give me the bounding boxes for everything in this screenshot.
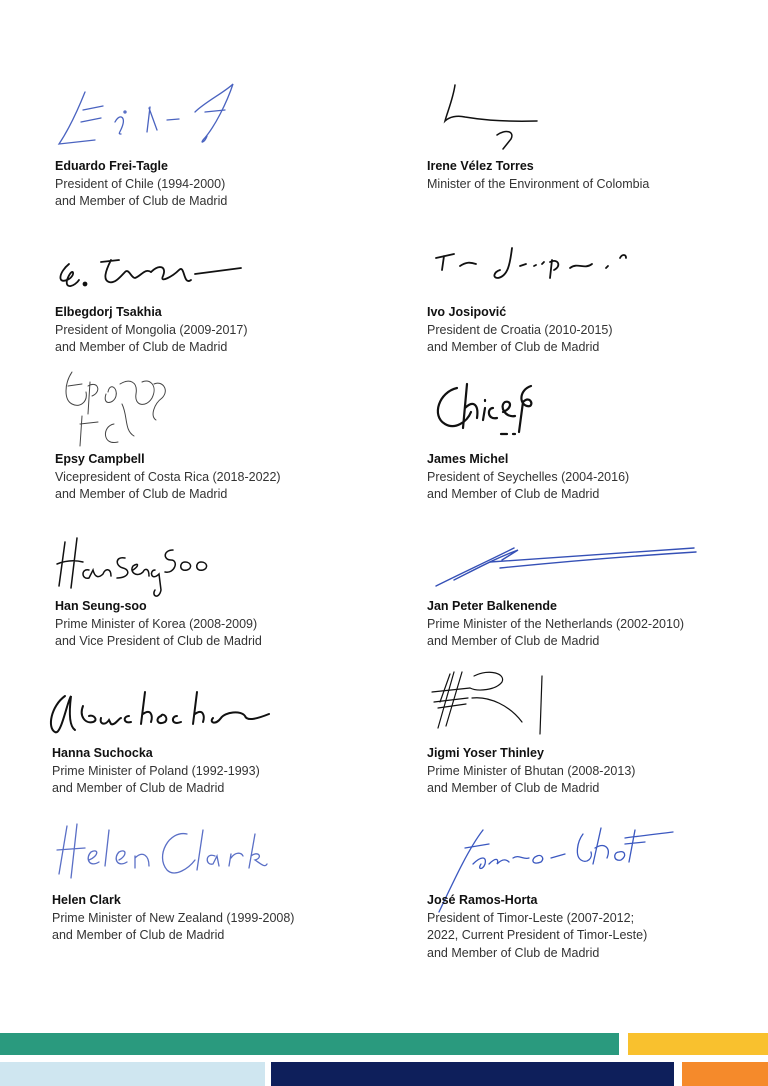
signatory-entry	[55, 598, 385, 651]
signatory-entry	[427, 892, 757, 962]
signature-image	[55, 530, 215, 600]
signatory-name: Jan Peter Balkenende	[427, 599, 557, 613]
signatory-title: Vicepresident of Costa Rica (2018-2022)	[55, 469, 281, 484]
signatory-name: José Ramos-Horta	[427, 893, 538, 907]
signatory-entry	[427, 158, 757, 193]
signatory-title: Prime Minister of Korea (2008-2009)	[55, 616, 258, 631]
signatory-name: Eduardo Frei-Tagle	[55, 159, 168, 173]
signatory-entry	[52, 892, 382, 945]
signatory-title: and Member of Club de Madrid	[427, 945, 600, 960]
signature-image	[430, 662, 550, 740]
signatory-name: Elbegdorj Tsakhia	[55, 305, 162, 319]
signatory-title: and Member of Club de Madrid	[427, 487, 600, 501]
signatory-title: President of Timor-Leste (2007-2012;	[427, 910, 635, 925]
signatory-name: Irene Vélez Torres	[427, 159, 534, 173]
signatory-name: Han Seung-soo	[55, 599, 147, 613]
signatory-title: President de Croatia (2010-2015)	[427, 322, 613, 337]
signatory-entry	[427, 451, 757, 504]
signatory-title: and Vice President of Club de Madrid	[55, 634, 262, 648]
footer-stripe-orange	[682, 1062, 768, 1086]
signatory-title: and Member of Club de Madrid	[427, 340, 600, 354]
signatory-entry	[55, 451, 385, 504]
signature-image	[45, 682, 275, 742]
signatory-entry	[427, 304, 757, 357]
signature-image	[427, 372, 557, 450]
signatory-title: and Member of Club de Madrid	[427, 634, 600, 648]
signatory-entry	[52, 745, 382, 798]
signatory-title: and Member of Club de Madrid	[55, 487, 228, 501]
signatory-entry	[55, 304, 385, 357]
signatory-entry	[427, 745, 757, 798]
signatory-title: 2022, Current President of Timor-Leste)	[427, 928, 648, 942]
signatory-title: President of Seychelles (2004-2016)	[427, 469, 630, 484]
footer-stripe-navy	[271, 1062, 674, 1086]
signatory-title: Prime Minister of the Netherlands (2002-2010)	[427, 616, 685, 631]
signature-image	[55, 72, 255, 157]
signatory-name: James Michel	[427, 452, 509, 466]
footer-stripe-green	[0, 1033, 619, 1055]
signatory-title: Prime Minister of New Zealand (1999-2008)	[52, 910, 295, 925]
signatory-name: Helen Clark	[52, 893, 121, 907]
signature-image	[55, 250, 245, 295]
signature-image	[55, 820, 270, 885]
signatory-title: and Member of Club de Madrid	[55, 340, 228, 354]
signatory-name: Jigmi Yoser Thinley	[427, 746, 544, 760]
signatory-title: and Member of Club de Madrid	[52, 928, 225, 942]
signatory-name: Hanna Suchocka	[52, 746, 153, 760]
signature-image	[430, 540, 700, 590]
signature-image	[430, 240, 640, 285]
footer-stripe-yellow	[628, 1033, 768, 1055]
signatory-entry	[427, 598, 757, 651]
signatory-entry	[55, 158, 385, 211]
signatory-title: and Member of Club de Madrid	[55, 194, 228, 208]
signatory-title: Prime Minister of Poland (1992-1993)	[52, 763, 260, 778]
signatory-title: and Member of Club de Madrid	[427, 781, 600, 795]
signature-image	[427, 77, 557, 155]
signatory-title: Prime Minister of Bhutan (2008-2013)	[427, 763, 636, 778]
signatory-title: and Member of Club de Madrid	[52, 781, 225, 795]
signatory-name: Epsy Campbell	[55, 452, 145, 466]
signatory-title: President of Mongolia (2009-2017)	[55, 322, 248, 337]
signatory-title: Minister of the Environment of Colombia	[427, 176, 650, 191]
footer-stripe-light-blue	[0, 1062, 265, 1086]
signature-image	[58, 364, 178, 454]
signatory-name: Ivo Josipović	[427, 305, 507, 319]
signatory-title: President of Chile (1994-2000)	[55, 176, 226, 191]
